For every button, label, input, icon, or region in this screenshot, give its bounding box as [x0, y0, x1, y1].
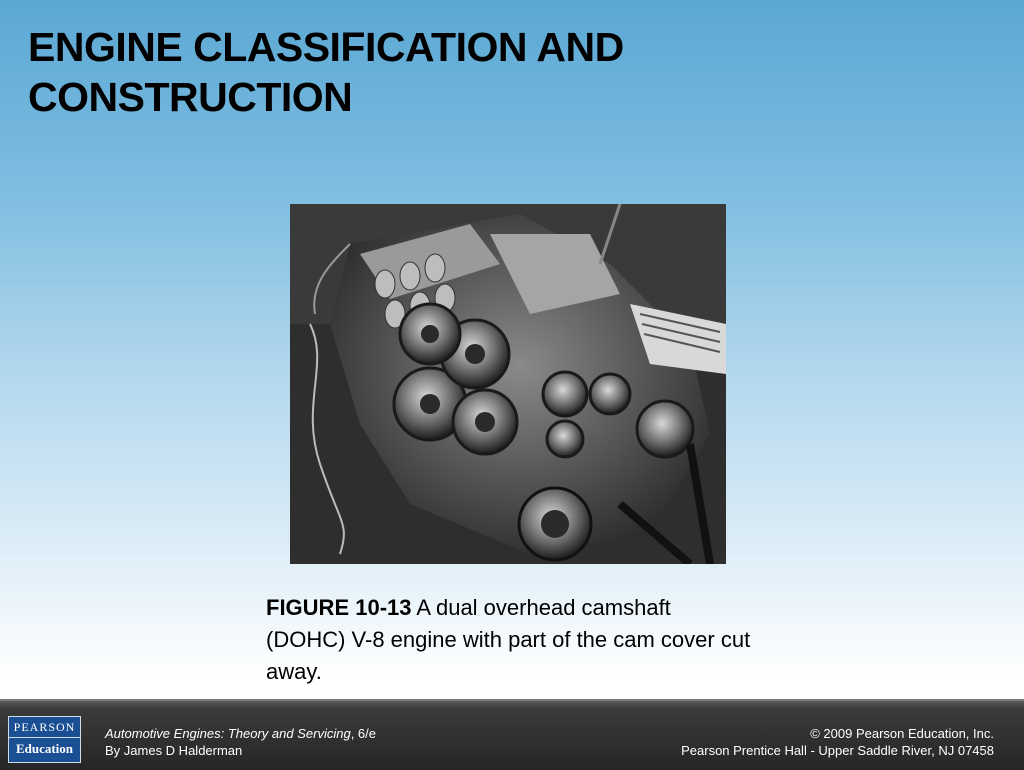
- book-title: Automotive Engines: Theory and Servicing: [105, 726, 351, 741]
- copyright-text: © 2009 Pearson Education, Inc.: [810, 726, 994, 741]
- book-edition: , 6/e: [350, 726, 376, 741]
- logo-top-text: PEARSON: [9, 720, 80, 738]
- slide-title: ENGINE CLASSIFICATION AND CONSTRUCTION: [28, 24, 624, 120]
- logo-bottom-text: Education: [15, 741, 74, 756]
- engine-photo: [290, 204, 726, 564]
- book-info: [105, 725, 376, 759]
- figure-caption-text: A dual overhead camshaft (DOHC) V-8 engine with part of the cam cover cut away.: [266, 595, 751, 684]
- publisher-text: Pearson Prentice Hall - Upper Saddle River, NJ 07458: [681, 743, 994, 758]
- publisher-info: [681, 725, 994, 759]
- pearson-logo: [8, 716, 81, 763]
- footer-bar: [0, 699, 1024, 770]
- figure-caption: [266, 592, 756, 688]
- figure-label: FIGURE 10-13: [266, 595, 412, 620]
- book-author: By James D Halderman: [105, 743, 243, 758]
